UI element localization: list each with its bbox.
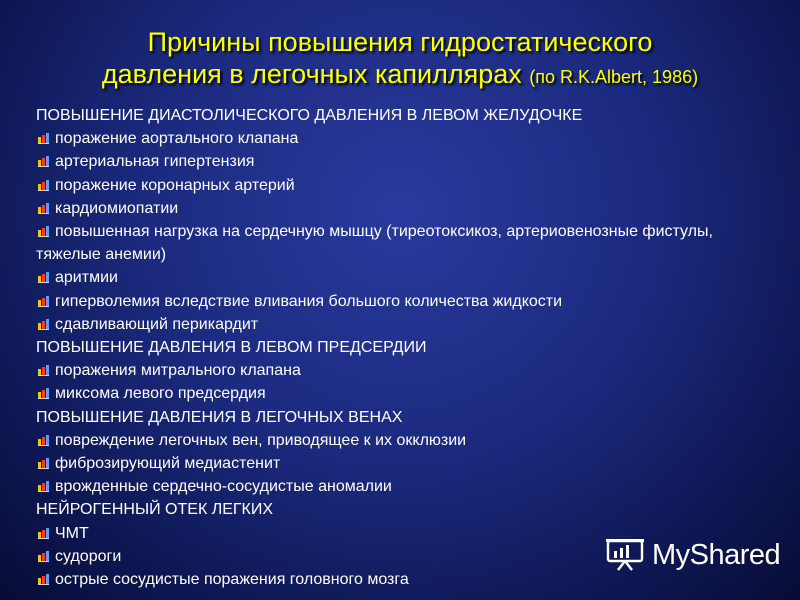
bar-chart-bullet-icon: [38, 133, 50, 144]
logo-text: MyShared: [652, 539, 781, 571]
bar-chart-bullet-icon: [38, 574, 50, 585]
list-item-text: врожденные сердечно-сосудистые аномалии: [55, 478, 392, 496]
bar-chart-bullet-icon: [38, 365, 50, 376]
list-item: [36, 429, 766, 452]
bar-chart-bullet-icon: [38, 203, 50, 214]
list-item-text: аритмии: [55, 269, 118, 287]
title-line-2-text: давления в легочных капиллярах: [101, 59, 522, 89]
title-line-2: [0, 58, 800, 93]
list-item: [36, 382, 766, 405]
list-item-text: поражение коронарных артерий: [55, 176, 295, 194]
list-item-text: фиброзирующий медиастенит: [55, 455, 281, 473]
bar-chart-bullet-icon: [38, 180, 50, 191]
list-item-text: повреждение легочных вен, приводящее к их окклюзии: [55, 431, 467, 449]
list-item: [36, 127, 766, 150]
list-item-text: острые сосудистые поражения головного мозга: [55, 571, 409, 589]
list-item-text: кардиомиопатии: [55, 199, 179, 217]
bar-chart-bullet-icon: [38, 458, 50, 469]
list-item-text: судороги: [55, 547, 122, 565]
list-item: [36, 475, 766, 498]
slide-content: [36, 104, 766, 591]
list-item-text: повышенная нагрузка на сердечную мышцу (тиреотоксикоз, артериовенозные фистулы, тяжелые анемии): [36, 223, 713, 264]
bar-chart-bullet-icon: [38, 551, 50, 562]
list-item: [36, 359, 766, 382]
bar-chart-bullet-icon: [38, 435, 50, 446]
title-line-1: Причины повышения гидростатического: [147, 27, 653, 57]
list-item-text: миксома левого предсердия: [55, 385, 266, 403]
list-item: [36, 452, 766, 475]
list-item: [36, 290, 766, 313]
bar-chart-bullet-icon: [38, 528, 50, 539]
bar-chart-bullet-icon: [38, 319, 50, 330]
list-item-text: артериальная гипертензия: [55, 153, 255, 171]
list-item-text: сдавливающий перикардит: [55, 315, 259, 333]
list-item: [36, 220, 766, 266]
list-item-text: ЧМТ: [55, 524, 89, 542]
section-heading: ПОВЫШЕНИЕ ДАВЛЕНИЯ В ЛЕВОМ ПРЕДСЕРДИИ: [36, 339, 427, 357]
bar-chart-bullet-icon: [38, 226, 50, 237]
bar-chart-bullet-icon: [38, 296, 50, 307]
slide-title: [0, 26, 800, 93]
bar-chart-bullet-icon: [38, 156, 50, 167]
list-item: [36, 197, 766, 220]
list-item-text: гиперволемия вследствие вливания большого количества жидкости: [55, 292, 563, 310]
section-heading: ПОВЫШЕНИЕ ДАВЛЕНИЯ В ЛЕГОЧНЫХ ВЕНАХ: [36, 408, 403, 426]
bar-chart-bullet-icon: [38, 481, 50, 492]
title-citation: (по R.K.Albert, 1986): [529, 67, 699, 87]
list-item-text: поражения митрального клапана: [55, 362, 301, 380]
bar-chart-bullet-icon: [38, 388, 50, 399]
section-heading: НЕЙРОГЕННЫЙ ОТЕК ЛЕГКИХ: [36, 501, 274, 519]
bar-chart-bullet-icon: [38, 272, 50, 283]
section-heading: ПОВЫШЕНИЕ ДИАСТОЛИЧЕСКОГО ДАВЛЕНИЯ В ЛЕВОМ ЖЕЛУДОЧКЕ: [36, 107, 583, 124]
list-item: [36, 313, 766, 336]
list-item: [36, 174, 766, 197]
list-item: [36, 266, 766, 289]
list-item: [36, 150, 766, 173]
list-item-text: поражение аортального клапана: [55, 130, 299, 148]
presentation-board-icon: [606, 539, 644, 571]
myshared-logo: [606, 537, 784, 573]
